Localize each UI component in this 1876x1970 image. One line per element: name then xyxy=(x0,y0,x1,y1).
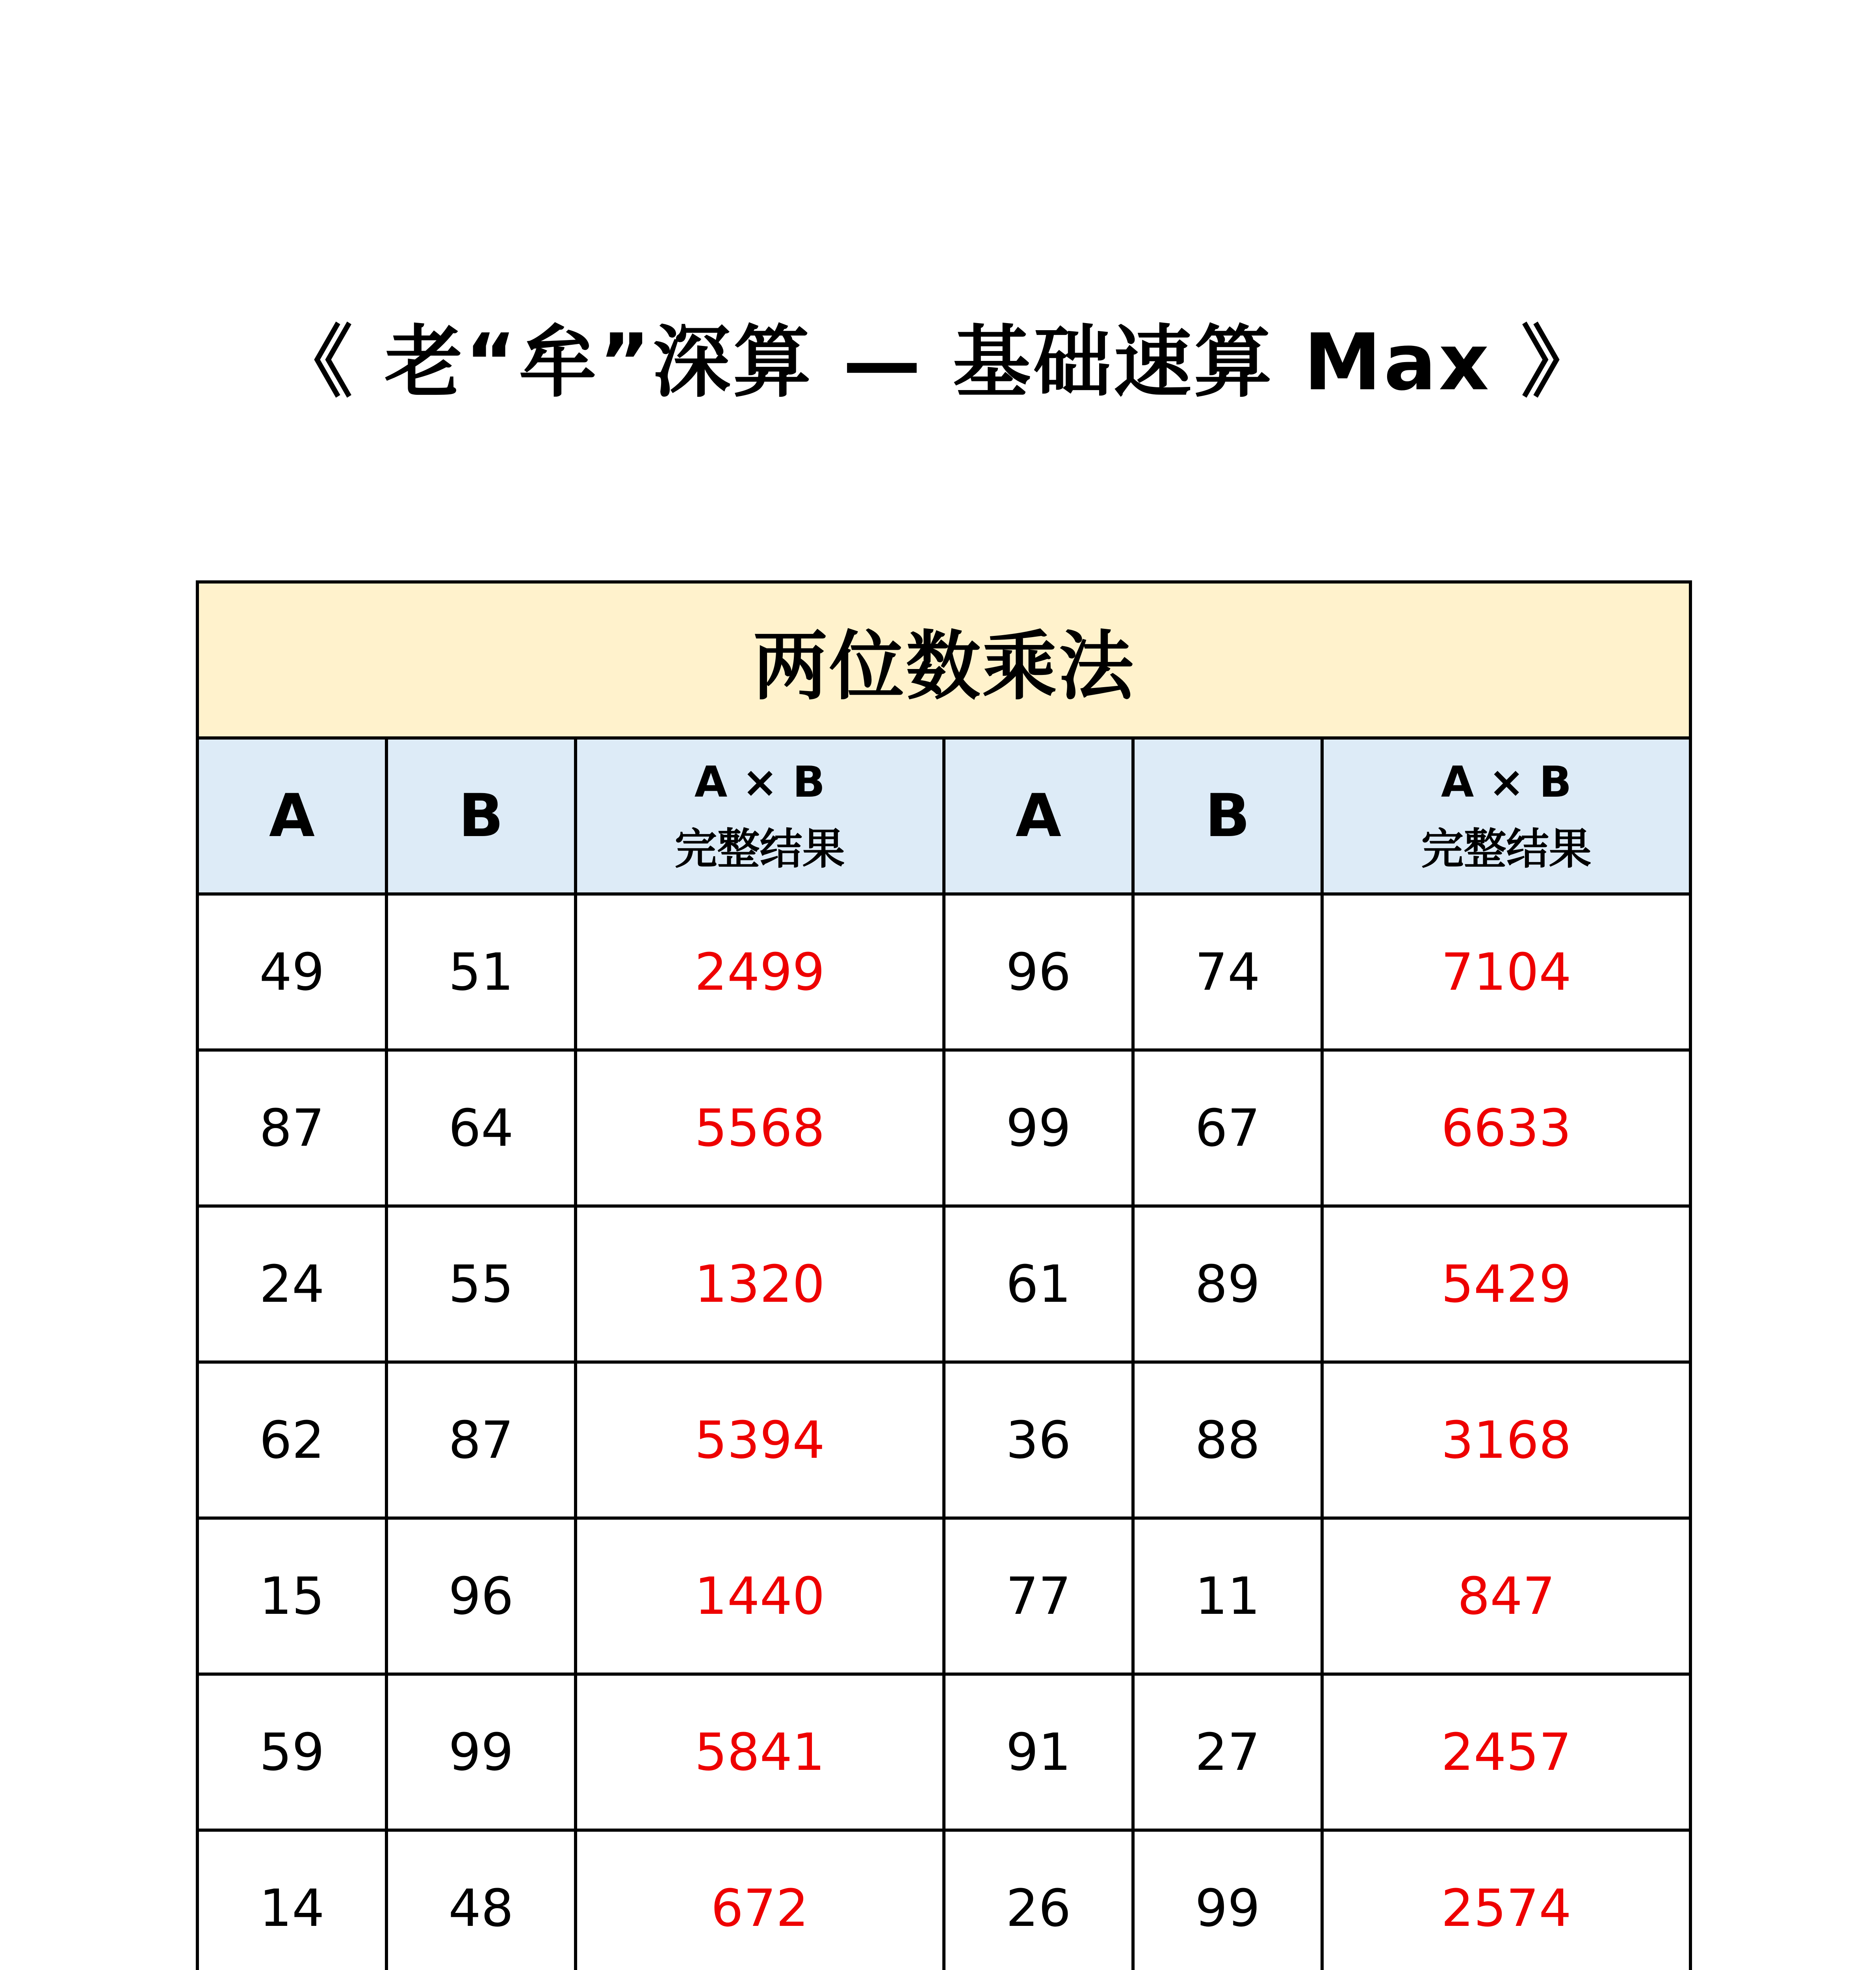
cell-product-left: 5841 xyxy=(576,1674,944,1830)
cell-product-right: 847 xyxy=(1322,1518,1690,1674)
cell-a-left: 87 xyxy=(197,1050,386,1206)
cell-product-right: 2574 xyxy=(1322,1830,1690,1970)
banner-row xyxy=(197,582,1690,738)
header-product-formula: A × B xyxy=(694,758,825,807)
header-a-right: A xyxy=(944,738,1133,894)
cell-product-right: 6633 xyxy=(1322,1050,1690,1206)
cell-a-right: 99 xyxy=(944,1050,1133,1206)
cell-a-right: 96 xyxy=(944,894,1133,1050)
cell-product-left: 672 xyxy=(576,1830,944,1970)
cell-b-left: 55 xyxy=(386,1206,576,1362)
table-row xyxy=(197,1830,1690,1970)
cell-product-right: 3168 xyxy=(1322,1362,1690,1518)
header-b-right: B xyxy=(1133,738,1322,894)
cell-a-left: 24 xyxy=(197,1206,386,1362)
cell-b-right: 27 xyxy=(1133,1674,1322,1830)
table-row xyxy=(197,894,1690,1050)
cell-a-left: 49 xyxy=(197,894,386,1050)
cell-product-left: 1440 xyxy=(576,1518,944,1674)
cell-b-right: 88 xyxy=(1133,1362,1322,1518)
cell-b-right: 99 xyxy=(1133,1830,1322,1970)
cell-product-left: 1320 xyxy=(576,1206,944,1362)
cell-a-left: 59 xyxy=(197,1674,386,1830)
cell-b-left: 51 xyxy=(386,894,576,1050)
cell-b-right: 89 xyxy=(1133,1206,1322,1362)
table-row xyxy=(197,1674,1690,1830)
cell-product-left: 5394 xyxy=(576,1362,944,1518)
table-row xyxy=(197,1050,1690,1206)
table-row xyxy=(197,1518,1690,1674)
header-product-left xyxy=(576,738,944,894)
cell-b-left: 48 xyxy=(386,1830,576,1970)
cell-b-left: 96 xyxy=(386,1518,576,1674)
header-a-left: A xyxy=(197,738,386,894)
cell-a-right: 77 xyxy=(944,1518,1133,1674)
cell-product-left: 2499 xyxy=(576,894,944,1050)
cell-b-right: 74 xyxy=(1133,894,1322,1050)
cell-b-left: 87 xyxy=(386,1362,576,1518)
header-product-caption: 完整结果 xyxy=(674,825,845,874)
header-product-formula: A × B xyxy=(1441,758,1572,807)
cell-a-right: 36 xyxy=(944,1362,1133,1518)
cell-a-right: 91 xyxy=(944,1674,1133,1830)
header-b-left: B xyxy=(386,738,576,894)
cell-a-left: 14 xyxy=(197,1830,386,1970)
table-row xyxy=(197,1362,1690,1518)
cell-b-right: 67 xyxy=(1133,1050,1322,1206)
header-row xyxy=(197,738,1690,894)
cell-b-left: 64 xyxy=(386,1050,576,1206)
cell-b-right: 11 xyxy=(1133,1518,1322,1674)
cell-a-left: 62 xyxy=(197,1362,386,1518)
header-product-right xyxy=(1322,738,1690,894)
cell-a-left: 15 xyxy=(197,1518,386,1674)
page-title: 《 老“牟”深算 — 基础速算 Max 》 xyxy=(275,317,1601,408)
multiplication-table xyxy=(196,580,1692,1970)
table-row xyxy=(197,1206,1690,1362)
table-banner: 两位数乘法 xyxy=(197,582,1690,738)
cell-a-right: 26 xyxy=(944,1830,1133,1970)
cell-product-right: 2457 xyxy=(1322,1674,1690,1830)
cell-a-right: 61 xyxy=(944,1206,1133,1362)
cell-product-right: 5429 xyxy=(1322,1206,1690,1362)
cell-product-right: 7104 xyxy=(1322,894,1690,1050)
cell-product-left: 5568 xyxy=(576,1050,944,1206)
header-product-caption: 完整结果 xyxy=(1421,825,1592,874)
cell-b-left: 99 xyxy=(386,1674,576,1830)
